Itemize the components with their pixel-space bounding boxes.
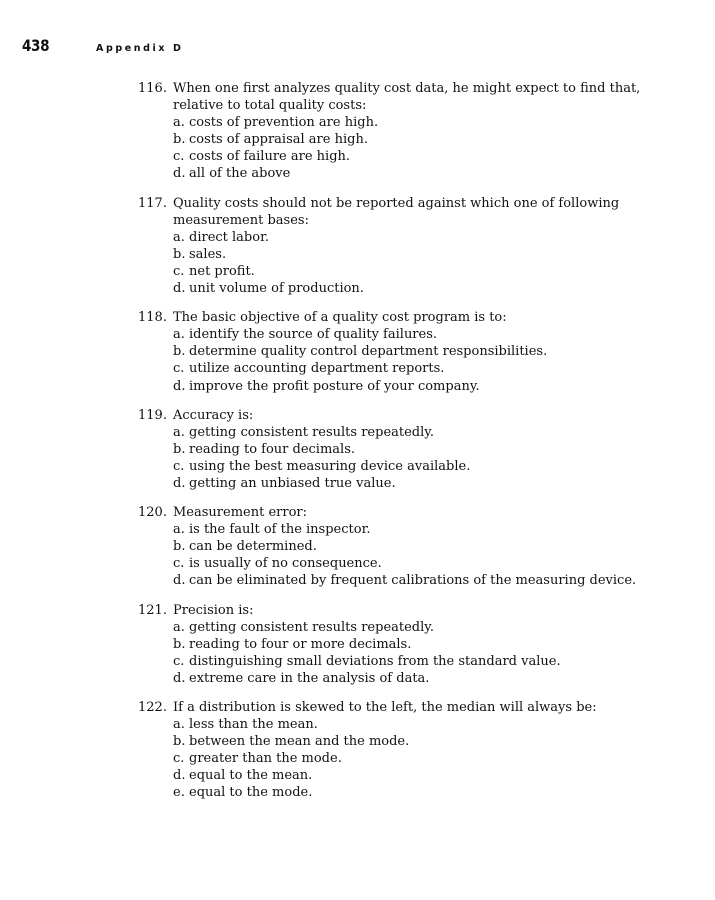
question-number: 118. (138, 310, 167, 326)
page-number: 438 (22, 36, 50, 55)
answer-options (138, 326, 713, 394)
answer-option (173, 475, 713, 492)
question-item (138, 309, 713, 394)
question-item (138, 504, 713, 589)
option-letter: a. (173, 424, 185, 440)
option-letter: c. (173, 263, 185, 279)
question-stem (138, 195, 713, 229)
answer-option (173, 538, 713, 555)
option-letter: b. (173, 734, 186, 750)
option-letter: e. (173, 785, 185, 801)
option-text: direct labor. (189, 229, 269, 245)
option-letter: a. (173, 115, 185, 131)
option-text: between the mean and the mode. (189, 734, 410, 750)
option-text: costs of failure are high. (189, 149, 351, 165)
answer-option (173, 636, 713, 653)
page-header (22, 36, 184, 55)
option-text: can be eliminated by frequent calibrations of the measuring device. (189, 573, 637, 589)
option-text: is usually of no consequence. (189, 556, 382, 572)
option-letter: b. (173, 246, 186, 262)
option-text: unit volume of production. (189, 281, 364, 297)
answer-option (173, 343, 713, 360)
question-text: Accuracy is: (173, 407, 254, 423)
option-text: reading to four decimals. (189, 441, 355, 457)
question-text: Precision is: (173, 602, 254, 618)
option-letter: b. (173, 636, 186, 652)
answer-option (173, 131, 713, 148)
option-letter: d. (173, 768, 186, 784)
answer-option (173, 246, 713, 263)
option-text: costs of appraisal are high. (189, 132, 368, 148)
question-item (138, 602, 713, 687)
answer-option (173, 360, 713, 377)
answer-option (173, 441, 713, 458)
option-letter: c. (173, 149, 185, 165)
running-head: Appendix D (96, 43, 184, 54)
option-letter: c. (173, 556, 185, 572)
option-letter: c. (173, 751, 185, 767)
option-text: using the best measuring device available. (189, 458, 471, 474)
option-text: less than the mean. (189, 717, 318, 733)
answer-option (173, 114, 713, 131)
answer-option (173, 619, 713, 636)
question-item (138, 699, 713, 802)
option-text: getting consistent results repeatedly. (189, 424, 435, 440)
answer-option (173, 263, 713, 280)
answer-option (173, 229, 713, 246)
question-text: The basic objective of a quality cost program is to: (173, 310, 507, 326)
answer-option (173, 572, 713, 589)
option-letter: d. (173, 670, 186, 686)
option-letter: c. (173, 653, 185, 669)
answer-option (173, 716, 713, 733)
answer-options (138, 716, 713, 801)
question-stem (138, 602, 713, 619)
answer-options (138, 521, 713, 589)
question-number: 121. (138, 602, 167, 618)
question-number: 120. (138, 505, 167, 521)
answer-option (173, 378, 713, 395)
answer-option (173, 784, 713, 801)
option-text: equal to the mean. (189, 768, 313, 784)
answer-option (173, 165, 713, 182)
option-text: is the fault of the inspector. (189, 522, 371, 538)
question-number: 122. (138, 700, 167, 715)
option-text: utilize accounting department reports. (189, 361, 445, 377)
option-letter: a. (173, 522, 185, 538)
option-letter: d. (173, 573, 186, 589)
option-text: net profit. (189, 263, 255, 279)
option-text: sales. (189, 246, 227, 262)
option-letter: d. (173, 281, 186, 297)
answer-option (173, 670, 713, 687)
question-item (138, 195, 713, 298)
option-text: getting consistent results repeatedly. (189, 619, 435, 635)
answer-options (138, 424, 713, 492)
question-list (138, 80, 713, 814)
option-letter: d. (173, 166, 186, 182)
option-letter: b. (173, 539, 186, 555)
answer-option (173, 424, 713, 441)
question-stem (138, 699, 713, 716)
option-text: extreme care in the analysis of data. (189, 670, 430, 686)
answer-options (138, 114, 713, 182)
question-number: 119. (138, 407, 167, 423)
question-stem (138, 80, 713, 114)
option-text: all of the above (189, 166, 291, 182)
option-letter: a. (173, 229, 185, 245)
answer-option (173, 555, 713, 572)
answer-option (173, 458, 713, 475)
option-letter: d. (173, 475, 186, 491)
option-text: reading to four or more decimals. (189, 636, 412, 652)
option-letter: c. (173, 361, 185, 377)
answer-option (173, 326, 713, 343)
option-text: greater than the mode. (189, 751, 342, 767)
question-item (138, 407, 713, 492)
question-item (138, 80, 713, 183)
option-letter: b. (173, 441, 186, 457)
option-letter: a. (173, 619, 185, 635)
option-letter: b. (173, 344, 186, 360)
option-text: identify the source of quality failures. (189, 327, 438, 343)
question-text: When one first analyzes quality cost data, he might expect to find that, relative to total quality costs: (173, 81, 641, 114)
question-stem (138, 504, 713, 521)
option-letter: a. (173, 327, 185, 343)
option-text: improve the profit posture of your company. (189, 378, 480, 394)
option-letter: d. (173, 378, 186, 394)
option-letter: a. (173, 717, 185, 733)
option-text: can be determined. (189, 539, 317, 555)
question-text: If a distribution is skewed to the left, the median will always be: (173, 700, 597, 715)
option-text: equal to the mode. (189, 785, 313, 801)
question-number: 116. (138, 81, 167, 96)
answer-options (138, 619, 713, 687)
question-stem (138, 309, 713, 326)
answer-option (173, 653, 713, 670)
option-text: distinguishing small deviations from the standard value. (189, 653, 561, 669)
question-text: Quality costs should not be reported against which one of following measurement bases: (173, 195, 620, 228)
option-text: determine quality control department responsibilities. (189, 344, 548, 360)
option-text: costs of prevention are high. (189, 115, 379, 131)
answer-option (173, 521, 713, 538)
answer-option (173, 750, 713, 767)
answer-option (173, 733, 713, 750)
option-letter: b. (173, 132, 186, 148)
question-text: Measurement error: (173, 505, 307, 521)
question-stem (138, 407, 713, 424)
option-text: getting an unbiased true value. (189, 475, 396, 491)
answer-option (173, 767, 713, 784)
option-letter: c. (173, 458, 185, 474)
answer-option (173, 280, 713, 297)
answer-option (173, 148, 713, 165)
answer-options (138, 229, 713, 297)
question-number: 117. (138, 195, 167, 211)
